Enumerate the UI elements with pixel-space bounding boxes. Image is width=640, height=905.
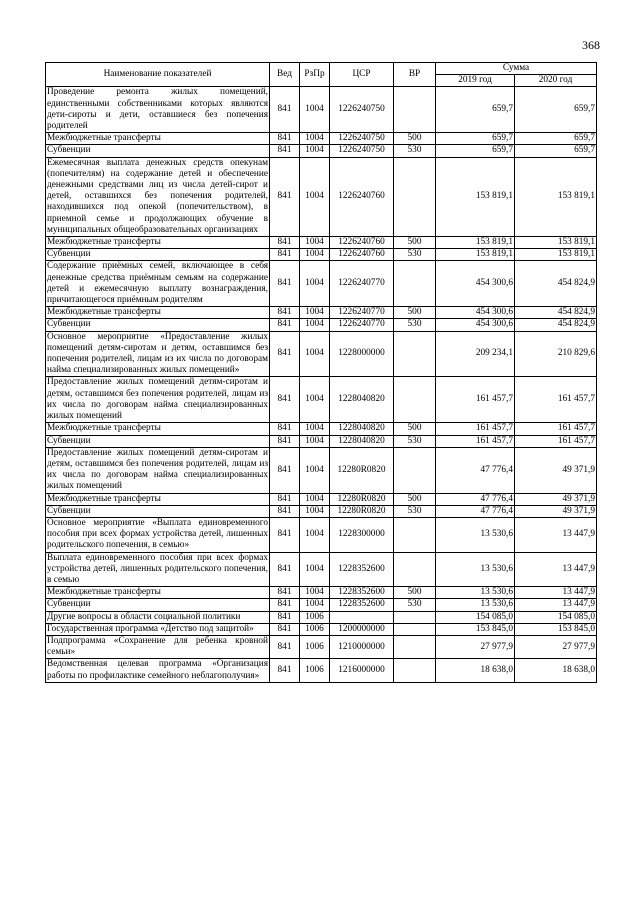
cell-2020: 13 447,9 [515,517,597,552]
cell-name: Межбюджетные трансферты [46,133,270,145]
cell-ved: 841 [270,237,300,249]
cell-rzpr: 1004 [300,249,330,261]
cell-ved: 841 [270,635,300,658]
cell-ved: 841 [270,423,300,435]
cell-2020: 27 977,9 [515,635,597,658]
cell-name: Субвенции [46,505,270,517]
budget-table [45,62,597,683]
table-row [46,157,597,236]
cell-csr: 1228352600 [330,599,394,611]
cell-csr: 1228000000 [330,331,394,377]
cell-2019: 47 776,4 [436,505,515,517]
cell-2020: 161 457,7 [515,423,597,435]
cell-2019: 454 300,6 [436,319,515,331]
cell-2019: 154 085,0 [436,611,515,623]
cell-name: Субвенции [46,145,270,157]
cell-rzpr: 1004 [300,599,330,611]
table-row [46,635,597,658]
cell-2020: 210 829,6 [515,331,597,377]
cell-vr: 500 [394,307,436,319]
cell-vr [394,331,436,377]
cell-rzpr: 1004 [300,319,330,331]
cell-ved: 841 [270,659,300,682]
cell-2020: 153 819,1 [515,249,597,261]
cell-ved: 841 [270,587,300,599]
cell-csr: 1226240760 [330,249,394,261]
cell-ved: 841 [270,249,300,261]
cell-rzpr: 1004 [300,517,330,552]
cell-ved: 841 [270,435,300,447]
header-ved: Вед [270,63,300,87]
cell-vr [394,611,436,623]
cell-vr: 530 [394,599,436,611]
cell-2020: 154 085,0 [515,611,597,623]
cell-rzpr: 1004 [300,331,330,377]
table-row [46,377,597,423]
cell-2020: 49 371,9 [515,493,597,505]
cell-rzpr: 1006 [300,635,330,658]
cell-2019: 659,7 [436,87,515,133]
cell-rzpr: 1004 [300,552,330,587]
cell-csr: 1226240760 [330,237,394,249]
cell-csr: 12280R0820 [330,505,394,517]
table-row [46,552,597,587]
cell-rzpr: 1004 [300,423,330,435]
cell-name: Подпрограмма «Сохранение для ребенка кровной семьи» [47,635,268,658]
cell-csr: 1228352600 [330,587,394,599]
cell-csr: 1226240750 [330,145,394,157]
cell-name: Межбюджетные трансферты [46,587,270,599]
cell-csr: 1228040820 [330,423,394,435]
cell-2020: 153 819,1 [515,157,597,236]
cell-name: Выплата единовременного пособия при всех формах устройства детей, лишенных родительского попечения, в семью [47,552,268,585]
cell-2019: 47 776,4 [436,493,515,505]
table-row [46,145,597,157]
cell-vr: 530 [394,319,436,331]
cell-ved: 841 [270,552,300,587]
cell-name: Межбюджетные трансферты [46,307,270,319]
cell-ved: 841 [270,319,300,331]
cell-2019: 454 300,6 [436,261,515,307]
cell-name: Предоставление жилых помещений детям-сиротам и детям, оставшимся без попечения родителей, лицам из их числа по договорам найма специализированных жилых помещений [47,377,268,422]
cell-csr: 1226240770 [330,261,394,307]
table-row [46,611,597,623]
cell-vr [394,87,436,133]
cell-2020: 13 447,9 [515,552,597,587]
cell-rzpr: 1004 [300,435,330,447]
cell-ved: 841 [270,261,300,307]
table-body [46,87,597,682]
cell-csr: 1228352600 [330,552,394,587]
cell-2019: 153 819,1 [436,157,515,236]
cell-name: Содержание приёмных семей, включающее в себя денежные средства приёмным семьям на содержание детей и ежемесячную выплату вознаграждения, причитающегося приёмным родителям [47,261,268,306]
cell-2019: 13 530,6 [436,599,515,611]
cell-rzpr: 1004 [300,377,330,423]
cell-rzpr: 1006 [300,659,330,682]
cell-2020: 659,7 [515,145,597,157]
table-row [46,423,597,435]
cell-2019: 13 530,6 [436,552,515,587]
cell-rzpr: 1004 [300,157,330,236]
cell-2020: 454 824,9 [515,319,597,331]
cell-vr [394,517,436,552]
header-year-2020: 2020 год [515,75,597,87]
cell-2020: 13 447,9 [515,587,597,599]
header-year-2019: 2019 год [436,75,515,87]
cell-csr: 1216000000 [330,659,394,682]
cell-2019: 153 845,0 [436,623,515,635]
cell-2020: 153 819,1 [515,237,597,249]
cell-2020: 161 457,7 [515,377,597,423]
cell-csr: 1228040820 [330,377,394,423]
table-row [46,659,597,682]
cell-2019: 18 638,0 [436,659,515,682]
cell-2019: 161 457,7 [436,377,515,423]
cell-csr: 12280R0820 [330,447,394,493]
cell-name: Другие вопросы в области социальной политики [46,611,270,623]
table-row [46,249,597,261]
cell-2020: 49 371,9 [515,505,597,517]
cell-2020: 659,7 [515,87,597,133]
cell-csr: 1226240770 [330,319,394,331]
cell-name: Межбюджетные трансферты [46,237,270,249]
cell-name: Ежемесячная выплата денежных средств опекунам (попечителям) на содержание детей и обеспечение денежными средствами лиц из числа детей-сирот и детей, оставшихся без попечения родителей, находившихся под опекой (попечительством), в приемной семье и продолжающих обучение в муниципальных общеобразовательных организациях [47,157,268,235]
cell-2020: 454 824,9 [515,261,597,307]
cell-vr: 530 [394,505,436,517]
table-row [46,517,597,552]
cell-vr [394,623,436,635]
cell-csr [330,611,394,623]
cell-name: Государственная программа «Детство под защитой» [46,623,270,635]
cell-vr [394,377,436,423]
cell-name: Проведение ремонта жилых помещений, единственными собственниками которых являются дети-сироты и дети, оставшиеся без попечения родителей [47,87,268,132]
cell-2019: 659,7 [436,133,515,145]
cell-2020: 153 845,0 [515,623,597,635]
cell-2019: 153 819,1 [436,237,515,249]
cell-ved: 841 [270,377,300,423]
table-row [46,599,597,611]
cell-2019: 161 457,7 [436,423,515,435]
cell-ved: 841 [270,87,300,133]
cell-rzpr: 1004 [300,133,330,145]
cell-ved: 841 [270,599,300,611]
cell-name: Субвенции [46,319,270,331]
cell-name: Межбюджетные трансферты [46,423,270,435]
cell-ved: 841 [270,145,300,157]
cell-vr [394,552,436,587]
cell-csr: 1226240750 [330,133,394,145]
cell-name: Субвенции [46,599,270,611]
cell-2020: 18 638,0 [515,659,597,682]
cell-vr: 500 [394,587,436,599]
cell-vr: 500 [394,237,436,249]
table-row [46,237,597,249]
cell-2019: 27 977,9 [436,635,515,658]
cell-2020: 49 371,9 [515,447,597,493]
header-rzpr: РзПр [300,63,330,87]
cell-rzpr: 1004 [300,145,330,157]
cell-rzpr: 1006 [300,611,330,623]
cell-vr: 500 [394,133,436,145]
cell-ved: 841 [270,517,300,552]
header-row [46,63,597,75]
table-row [46,623,597,635]
cell-rzpr: 1004 [300,237,330,249]
table-row [46,447,597,493]
cell-csr: 1228040820 [330,435,394,447]
cell-ved: 841 [270,611,300,623]
cell-ved: 841 [270,505,300,517]
cell-vr: 530 [394,249,436,261]
cell-rzpr: 1004 [300,307,330,319]
cell-2019: 13 530,6 [436,517,515,552]
cell-ved: 841 [270,447,300,493]
page-number: 368 [582,38,600,52]
cell-name: Субвенции [46,249,270,261]
cell-csr: 1226240770 [330,307,394,319]
table-row [46,435,597,447]
table-row [46,87,597,133]
cell-rzpr: 1004 [300,447,330,493]
header-csr: ЦСР [330,63,394,87]
cell-csr: 1228300000 [330,517,394,552]
header-vr: ВР [394,63,436,87]
cell-2019: 153 819,1 [436,249,515,261]
table-row [46,307,597,319]
cell-vr [394,157,436,236]
cell-vr [394,447,436,493]
table-row [46,331,597,377]
cell-csr: 1226240750 [330,87,394,133]
cell-rzpr: 1004 [300,505,330,517]
cell-csr: 1226240760 [330,157,394,236]
cell-2019: 13 530,6 [436,587,515,599]
cell-name: Межбюджетные трансферты [46,493,270,505]
cell-ved: 841 [270,331,300,377]
cell-ved: 841 [270,133,300,145]
cell-csr: 12280R0820 [330,493,394,505]
table-row [46,493,597,505]
cell-rzpr: 1004 [300,261,330,307]
cell-2019: 161 457,7 [436,435,515,447]
cell-ved: 841 [270,493,300,505]
cell-name: Основное мероприятие «Предоставление жилых помещений детям-сиротам и детям, оставшимся без попечения родителей, лицам из их числа по договорам найма специализированных жилых помещений» [47,331,268,376]
cell-2020: 659,7 [515,133,597,145]
cell-rzpr: 1004 [300,587,330,599]
table-row [46,133,597,145]
cell-name: Ведомственная целевая программа «Организация работы по профилактике семейного неблагополучия» [47,659,268,681]
cell-2019: 659,7 [436,145,515,157]
cell-ved: 841 [270,307,300,319]
cell-name: Основное мероприятие «Выплата единовременного пособия при всех формах устройства детей, лишенных родительского попечения, в семью» [47,517,268,551]
cell-rzpr: 1004 [300,493,330,505]
table-row [46,587,597,599]
cell-vr: 530 [394,145,436,157]
cell-rzpr: 1006 [300,623,330,635]
cell-2020: 13 447,9 [515,599,597,611]
cell-vr: 500 [394,493,436,505]
table-row [46,505,597,517]
cell-name: Субвенции [46,435,270,447]
cell-2019: 47 776,4 [436,447,515,493]
cell-csr: 1200000000 [330,623,394,635]
cell-vr: 500 [394,423,436,435]
cell-vr [394,659,436,682]
cell-name: Предоставление жилых помещений детям-сиротам и детям, оставшимся без попечения родителей, лицам из их числа по договорам найма специализированных жилых помещений [47,447,268,492]
cell-rzpr: 1004 [300,87,330,133]
cell-vr: 530 [394,435,436,447]
table-row [46,319,597,331]
header-sum: Сумма [436,63,597,75]
cell-ved: 841 [270,157,300,236]
cell-vr [394,261,436,307]
cell-2019: 209 234,1 [436,331,515,377]
cell-2020: 454 824,9 [515,307,597,319]
cell-2019: 454 300,6 [436,307,515,319]
cell-csr: 1210000000 [330,635,394,658]
cell-ved: 841 [270,623,300,635]
header-name: Наименование показателей [46,63,270,87]
table-row [46,261,597,307]
cell-vr [394,635,436,658]
cell-2020: 161 457,7 [515,435,597,447]
